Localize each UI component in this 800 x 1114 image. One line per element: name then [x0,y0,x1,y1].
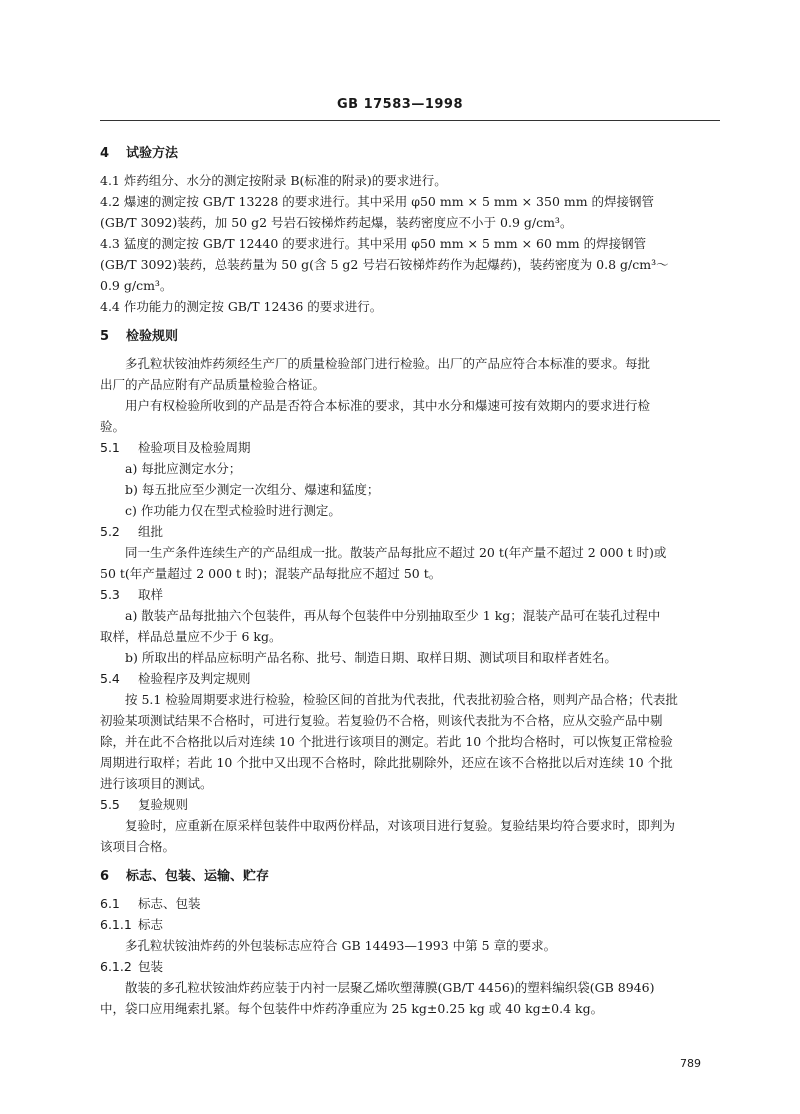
clause-6-1-1-heading [100,914,722,935]
paragraph-5-intro-1-cont: 出厂的产品应附有产品质量检验合格证。 [100,377,326,392]
paragraph-line: 复验时，应重新在原采样包装件中取两份样品，对该项目进行复验。复验结果均符合要求时，即判为 [125,818,676,833]
paragraph-6-1-2 [100,977,722,998]
clause-6-1-heading [100,893,722,914]
clause-title: 标志、包装 [138,896,201,911]
clause-5-4-heading [100,668,722,689]
paragraph-line: 多孔粒状铵油炸药须经生产厂的质量检验部门进行检验。出厂的产品应符合本标准的要求。每批 [125,356,651,371]
clause-number: 6.1.2 [100,959,132,974]
list-item-5-3-b: b) 所取出的样品应标明产品名称、批号、制造日期、取样日期、测试项目和取样者姓名。 [125,650,617,665]
clause-6-1-2-heading [100,956,722,977]
paragraph-line: 同一生产条件连续生产的产品组成一批。散装产品每批应不超过 20 t(年产量不超过 2 000 t 时)或 [125,545,667,560]
clause-title: 组批 [138,524,164,539]
clause-4-3-line3: 0.9 g/cm³。 [100,278,173,293]
paragraph-6-1-2-cont: 中，袋口应用绳索扎紧。每个包装件中炸药净重应为 25 kg±0.25 kg 或 40 kg±0.4 kg。 [100,1001,604,1016]
section-number: 6 [100,869,110,884]
page-number: 789 [680,1057,701,1070]
page-content [100,143,722,1019]
standard-code-header: GB 17583—1998 [336,97,463,112]
clause-4-3-line1: 4.3 猛度的测定按 GB/T 12440 的要求进行。其中采用 φ50 mm × 5 mm × 60 mm 的焊接钢管 [100,236,647,251]
paragraph-5-intro-2 [100,395,722,416]
paragraph-5-2-cont: 50 t(年产量超过 2 000 t 时)；混装产品每批应不超过 50 t。 [100,566,442,581]
paragraph-5-5-cont: 该项目合格。 [100,839,176,854]
clause-5-1-heading [100,437,722,458]
section-title: 标志、包装、运输、贮存 [126,869,270,884]
clause-number: 5.1 [100,440,120,455]
paragraph-5-5 [100,815,722,836]
section-number: 4 [100,146,110,161]
list-item-5-3-a-cont: 取样，样品总量应不少于 6 kg。 [100,629,282,644]
paragraph-5-intro-1 [100,353,722,374]
paragraph-5-4-line2: 初验某项测试结果不合格时，可进行复验。若复验仍不合格，则该代表批为不合格，应从交验产品中剔 [100,713,663,728]
list-item-5-1-c: c) 作功能力仅在型式检验时进行测定。 [125,503,341,518]
clause-title: 标志 [138,917,164,932]
paragraph-5-4-line3: 除，并在此不合格批以后对连续 10 个批进行该项目的测定。若此 10 个批均合格时，可以恢复正常检验 [100,734,673,749]
clause-4-2-line2: (GB/T 3092)装药，加 50 g2 号岩石铵梯炸药起爆，装药密度应不小于 0.9 g/cm³。 [100,215,573,230]
paragraph-line: 用户有权检验所收到的产品是否符合本标准的要求，其中水分和爆速可按有效期内的要求进行检 [125,398,651,413]
paragraph-line: 散装的多孔粒状铵油炸药应装于内衬一层聚乙烯吹塑薄膜(GB/T 4456)的塑料编织袋(GB 8946) [125,980,655,995]
clause-number: 5.4 [100,671,120,686]
header-rule [100,120,720,121]
clause-title: 复验规则 [138,797,189,812]
clause-number: 5.2 [100,524,120,539]
paragraph-5-intro-2-cont: 验。 [100,419,126,434]
clause-4-2-line1: 4.2 爆速的测定按 GB/T 13228 的要求进行。其中采用 φ50 mm × 5 mm × 350 mm 的焊接钢管 [100,194,655,209]
clause-4-1: 4.1 炸药组分、水分的测定按附录 B(标准的附录)的要求进行。 [100,173,447,188]
clause-5-3-heading [100,584,722,605]
paragraph-5-2 [100,542,722,563]
list-item-5-1-b: b) 每五批应至少测定一次组分、爆速和猛度； [125,482,380,497]
clause-4-4: 4.4 作功能力的测定按 GB/T 12436 的要求进行。 [100,299,383,314]
list-item-5-3-a: a) 散装产品每批抽六个包装件，再从每个包装件中分别抽取至少 1 kg；混装产品可在装孔过程中 [125,608,661,623]
clause-title: 取样 [138,587,164,602]
clause-5-5-heading [100,794,722,815]
paragraph-5-4-line5: 进行该项目的测试。 [100,776,213,791]
paragraph-line: 按 5.1 检验周期要求进行检验，检验区间的首批为代表批，代表批初验合格，则判产品合格；代表批 [125,692,678,707]
clause-5-2-heading [100,521,722,542]
section-6-heading [100,866,722,887]
paragraph-5-4-line4: 周期进行取样；若此 10 个批中又出现不合格时，除此批剔除外，还应在该不合格批以后对连续 10 个批 [100,755,673,770]
clause-title: 检验项目及检验周期 [138,440,251,455]
section-5-heading [100,326,722,347]
clause-number: 6.1 [100,896,120,911]
section-4-heading [100,143,722,164]
clause-number: 5.5 [100,797,120,812]
clause-number: 6.1.1 [100,917,132,932]
paragraph-6-1-1: 多孔粒状铵油炸药的外包装标志应符合 GB 14493—1993 中第 5 章的要求。 [125,938,557,953]
section-number: 5 [100,329,110,344]
list-item-5-1-a: a) 每批应测定水分； [125,461,242,476]
clause-4-3-line2: (GB/T 3092)装药，总装药量为 50 g(含 5 g2 号岩石铵梯炸药作为起爆药)，装药密度为 0.8 g/cm³～ [100,257,669,272]
clause-number: 5.3 [100,587,120,602]
section-title: 试验方法 [126,146,179,161]
clause-title: 包装 [138,959,164,974]
clause-title: 检验程序及判定规则 [138,671,251,686]
paragraph-5-4 [100,689,722,710]
section-title: 检验规则 [126,329,179,344]
